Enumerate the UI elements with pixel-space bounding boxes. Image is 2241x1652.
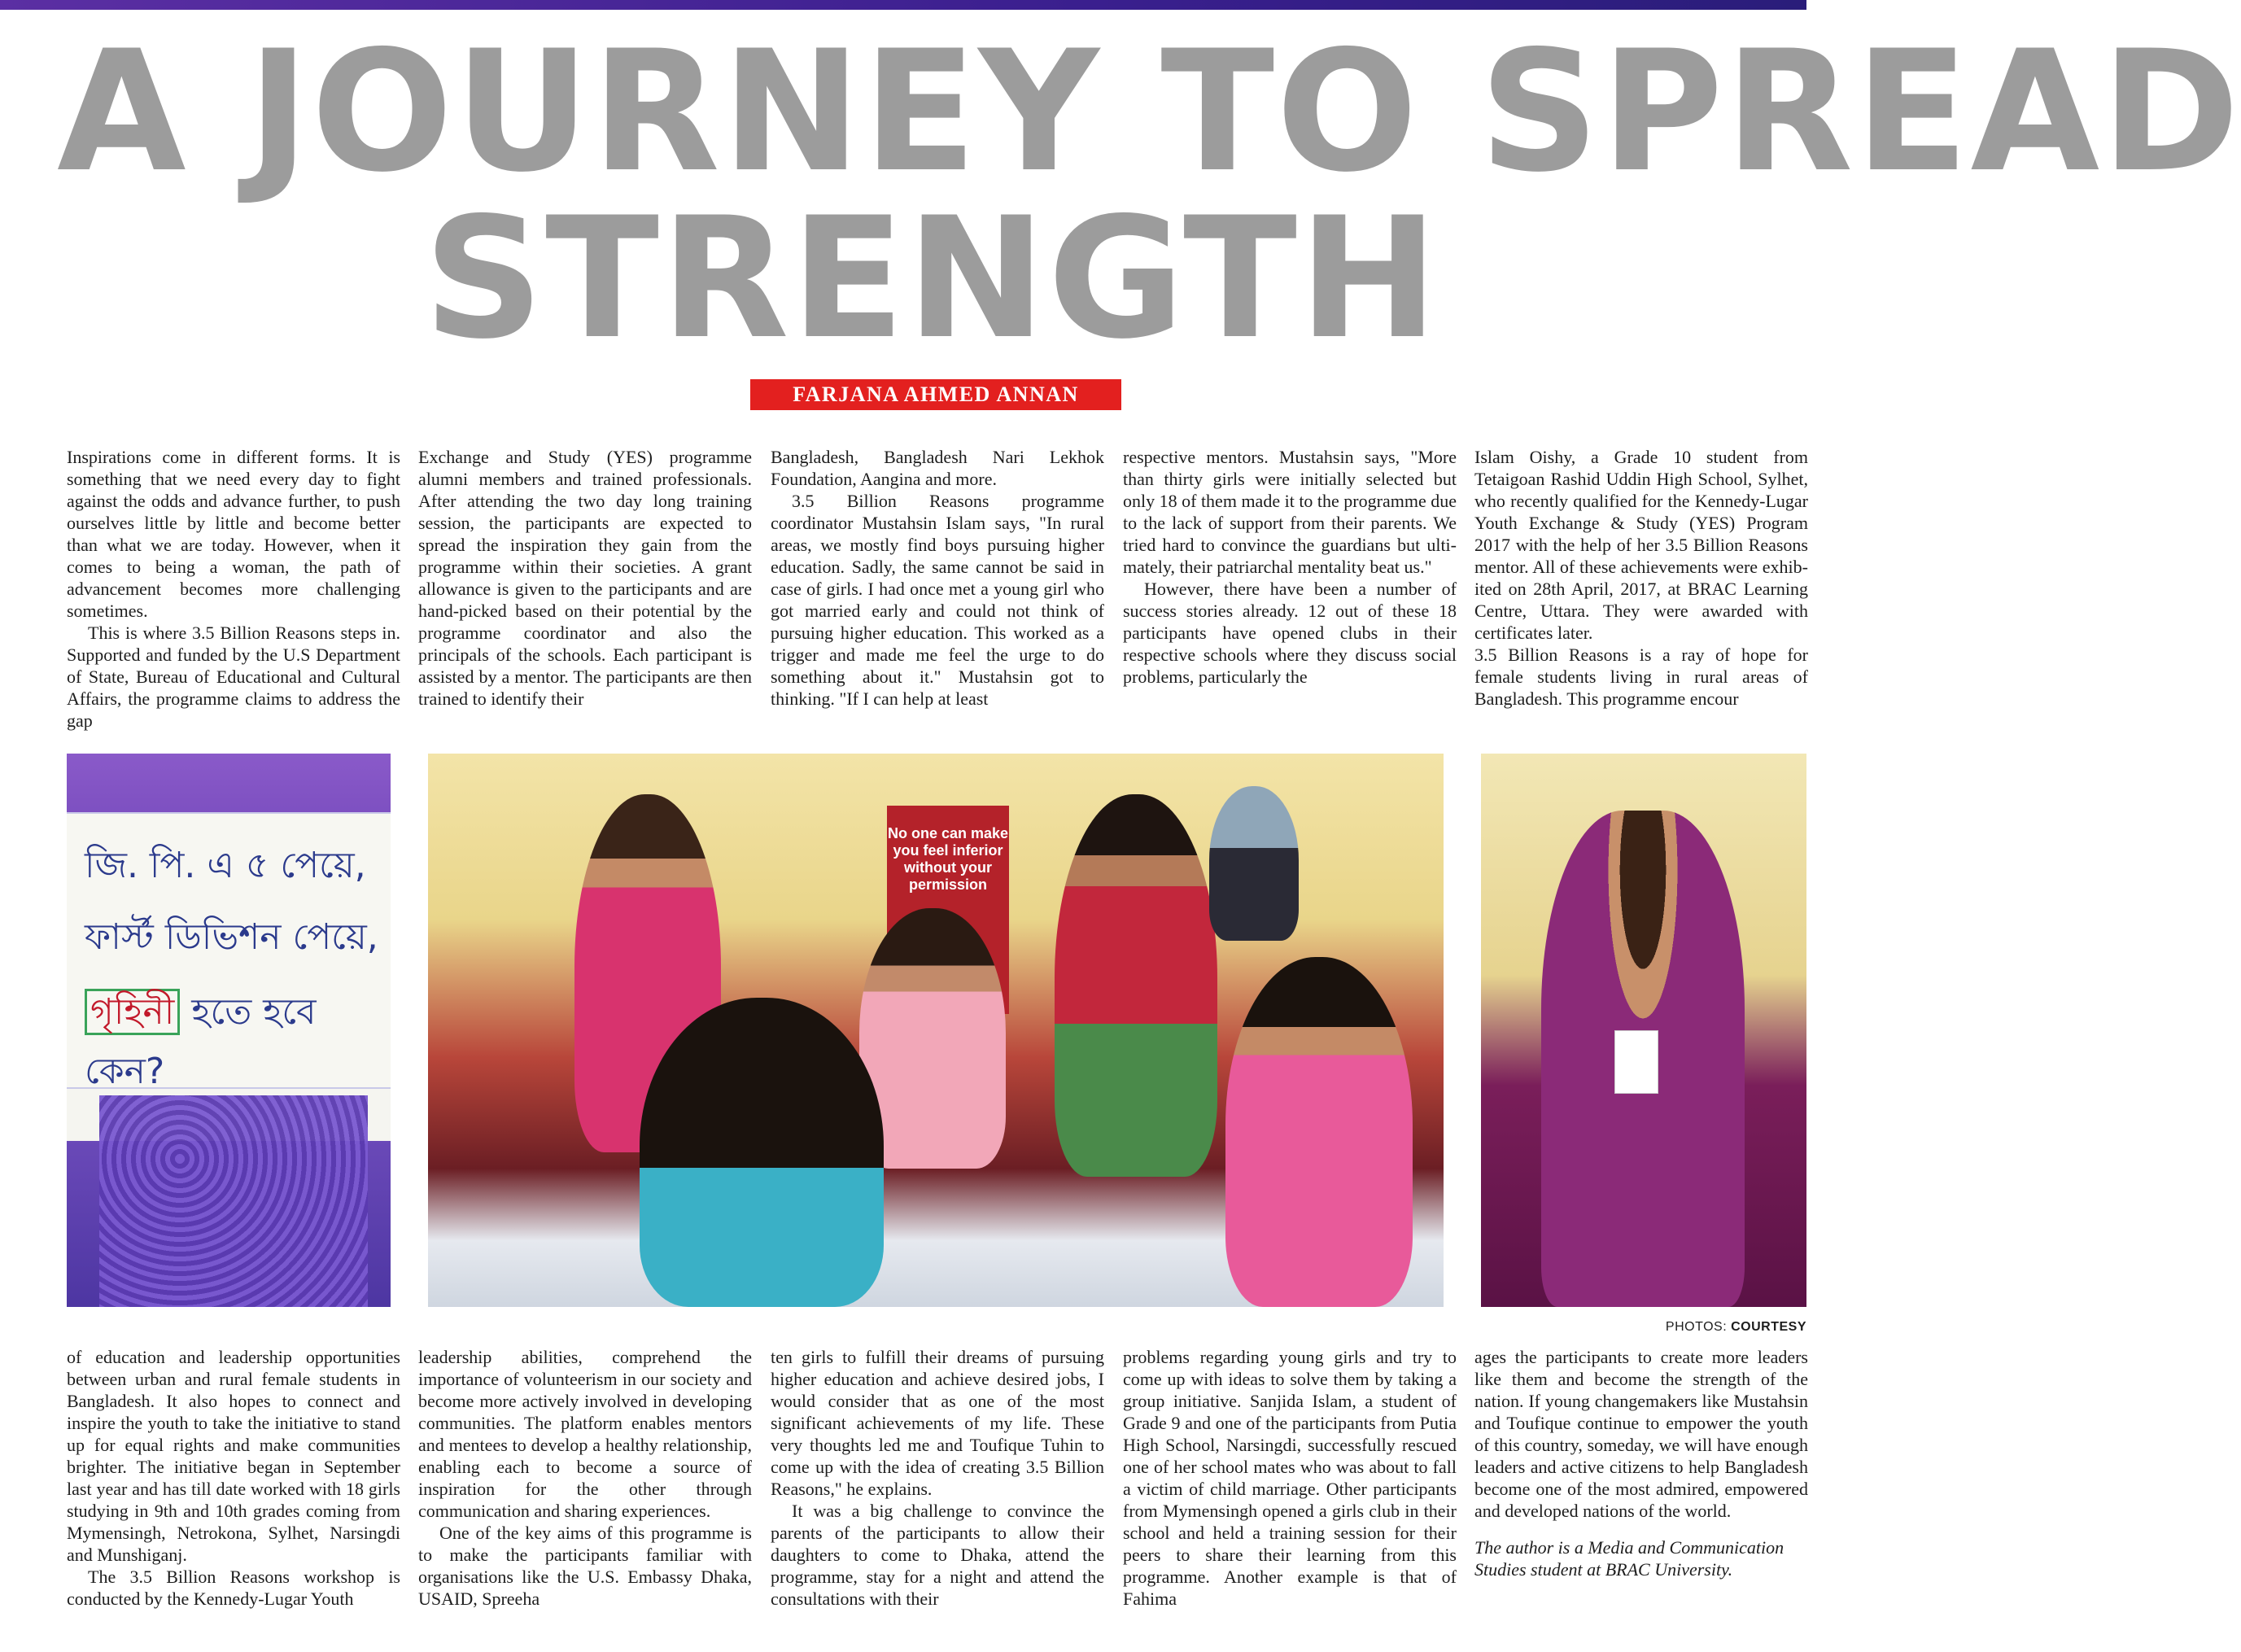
article-column-3-top (771, 446, 1104, 710)
paragraph: leadership abilities, comprehend the importance of volunteerism in our society and become more actively involved in developing communities. The platform enables mentors and mentees to develop a healthy relationship, enabling each to become a source of inspiration for the other through communication and sharing experiences. (418, 1347, 752, 1521)
handwritten-poster (67, 812, 391, 1092)
paragraph: problems regarding young girls and try to come up with ideas to solve them by taking a group initiative. Sanjida Islam, a student of Grade 9 and one of the participants from Putia High School, Narsingdi, successfully rescued one of her school mates who was about to fall a victim of child marriage. Other participants from Mymensingh opened a girls club in their school and held a training session for their peers to share their learning from this programme. Another example is that of Fahima (1123, 1347, 1457, 1609)
poster-line-2: ফার্স্ট ডিভিশন পেয়ে, (85, 916, 378, 958)
name-badge (1614, 1030, 1658, 1094)
paragraph: Islam Oishy, a Grade 10 student from Tetaigoan Rashid Uddin High School, Sylhet, who recently qualified for the Kennedy-Lugar Youth Exchange & Study (YES) Program 2017 with the help of her 3.5 Billion Reasons mentor. All of these achievements were exhibited on 28th April, 2017, at BRAC Learning Centre, Uttara. They were awarded with certificates later. (1474, 447, 1808, 643)
poster-word-red: গৃহিনী (85, 989, 180, 1035)
paragraph: of education and leadership opportunities between urban and rural female students in Bangladesh. It also hopes to connect and inspire the youth to take the initiative to stand up for equal rights and make communities brighter. The initiative began in September last year and has till date worked with 18 girls studying in 9th and 10th grades coming from Mymensingh, Netrokona, Sylhet, Narsingdi and Munshiganj. (67, 1347, 400, 1565)
article-column-5-bottom (1474, 1346, 1808, 1580)
headline-line-1: A JOURNEY TO SPREAD (57, 15, 2241, 209)
photo-credit (1579, 1320, 1806, 1335)
photo-speaker (1481, 754, 1806, 1307)
article-column-4-bottom (1123, 1346, 1457, 1610)
figure-right-girl (1225, 957, 1413, 1307)
photo-credit-name: COURTESY (1731, 1320, 1806, 1334)
poster-line-1: জি. পি. এ ৫ পেয়ে, (85, 845, 366, 886)
author-note: The author is a Media and Communication Studies student at BRAC University. (1474, 1537, 1784, 1580)
paragraph: 3.5 Billion Reasons is a ray of hope for female students living in rural areas of Bangladesh. This programme encour (1474, 645, 1808, 709)
banner-sign: No one can make you feel inferior without your permission (887, 806, 1009, 1014)
paragraph: One of the key aims of this programme is to make the participants familiar with organisations like the U.S. Embassy Dhaka, USAID, Spreeha (418, 1523, 752, 1609)
paragraph: Exchange and Study (YES) programme alumni members and trained professionals. After attending the two day long training session, the participants are expected to spread the inspiration they gain from the programme within their societies. A grant allowance is given to the participants and are hand-picked based on their potential by the programme coordinator and also the principals of the schools. Each participant is assisted by a mentor. The participants are then trained to identify their (418, 447, 752, 709)
poster-line-3: হতে হবে কেন? (85, 991, 317, 1092)
figure-background-woman (1209, 786, 1299, 941)
top-accent-bar (0, 0, 1806, 10)
paragraph: ages the participants to create more leaders like them and become the strength of the nation. If young changemakers like Mustahsin and Toufique continue to empower the youth of this country, someday, we will have enough leaders and active citizens to help Bangladesh become one of the most admired, empowered and developed nations of the world. (1474, 1347, 1808, 1521)
paragraph: However, there have been a number of success stories already. 12 out of these 18 participants have opened clubs in their respective schools where they discuss social problems, particularly the (1123, 579, 1457, 687)
patterned-dress (99, 1095, 368, 1307)
figure-standing-girl (1055, 794, 1217, 1177)
paragraph: This is where 3.5 Billion Reasons steps in. Supported and funded by the U.S Department of State, Bureau of Educational and Cultural Affairs, the programme claims to address the gap (67, 623, 400, 731)
headline-line-2: STRENGTH (423, 182, 1440, 376)
article-column-5-top (1474, 446, 1808, 710)
paragraph: Bangladesh, Bangladesh Nari Lekhok Foundation, Aangina and more. (771, 447, 1104, 489)
paragraph: 3.5 Billion Reasons programme coordinator Mustahsin Islam says, "In rural areas, we mostly find boys pursuing higher education. Sadly, the same cannot be said in case of girls. I had once met a young girl who got married early and could not think of pursuing higher education. This worked as a trigger and made me feel the urge to do something about it." Mustahsin got to thinking. "If I can help at least (771, 491, 1104, 709)
photo-poster-girl (67, 754, 391, 1307)
article-column-3-bottom (771, 1346, 1104, 1610)
paragraph: ten girls to fulfill their dreams of pursuing higher education and achieve desired jobs, I would consider that as one of the most significant achievements of my life. These very thoughts led me and Toufique Tuhin to come up with the idea of creating 3.5 Billion Reasons," he explains. (771, 1347, 1104, 1499)
figure-foreground-girl (640, 998, 884, 1307)
article-column-2-bottom (418, 1346, 752, 1610)
photo-workshop-group (428, 754, 1444, 1307)
article-column-1-bottom (67, 1346, 400, 1610)
byline: FARJANA AHMED ANNAN (750, 379, 1121, 410)
article-column-4-top (1123, 446, 1457, 688)
paragraph: It was a big challenge to convince the parents of the participants to allow their daughters to come to Dhaka, attend the programme, stay for a night and attend the consultations with their (771, 1501, 1104, 1609)
paragraph: The 3.5 Billion Reasons workshop is conducted by the Kennedy-Lugar Youth (67, 1567, 400, 1609)
headline (57, 15, 2241, 376)
article-column-2-top (418, 446, 752, 710)
article-column-1-top (67, 446, 400, 732)
paragraph: Inspirations come in different forms. It is something that we need every day to fight against the odds and advance further, to push ourselves little by little and become better than what we are today. However, when it comes to being a woman, the path of advancement becomes more challenging sometimes. (67, 447, 400, 621)
paragraph: respective mentors. Mustahsin says, "More than thirty girls were initially selected but only 18 of them made it to the programme due to the lack of support from their parents. We tried hard to convince the guardians but ultimately, their patriarchal mentality beat us." (1123, 447, 1457, 577)
photo-credit-prefix: PHOTOS: (1665, 1320, 1728, 1334)
